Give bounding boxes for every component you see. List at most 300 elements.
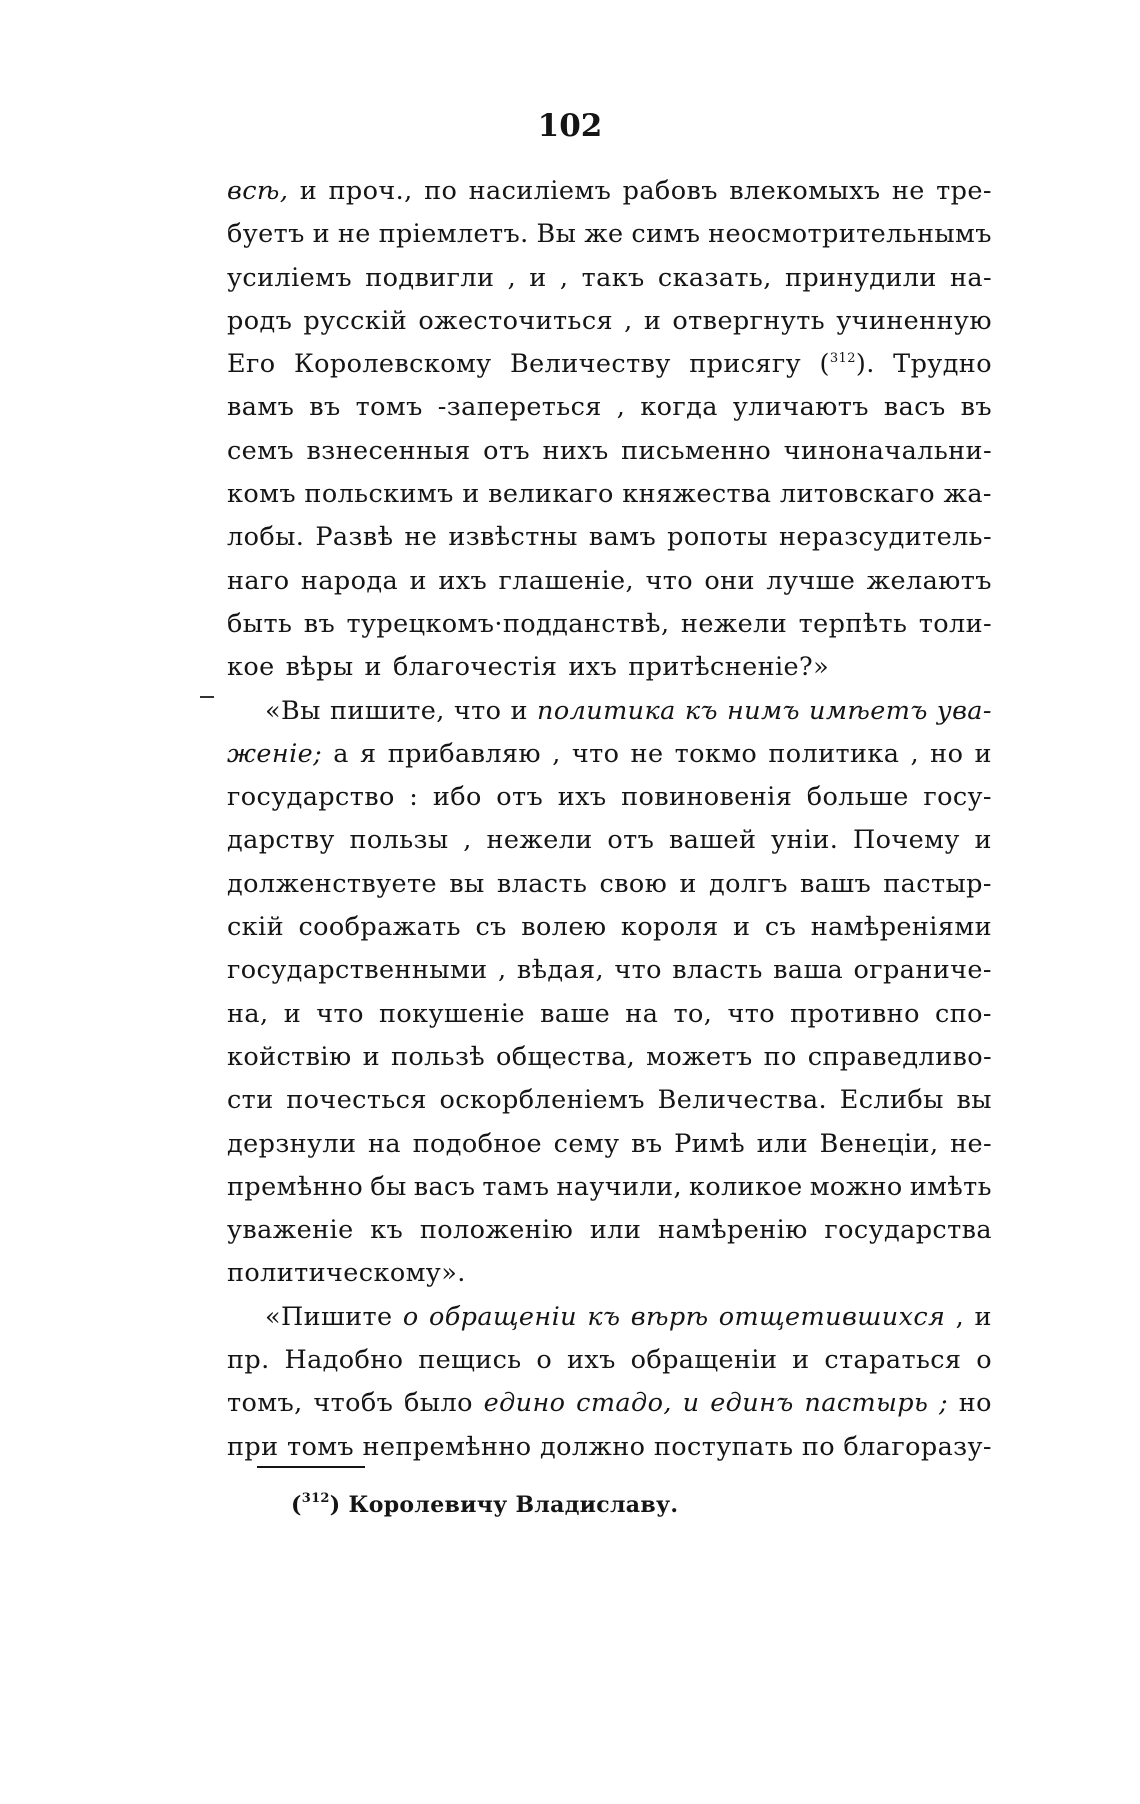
word — [556, 1166, 682, 1209]
word — [517, 949, 604, 992]
word-text: о — [976, 1345, 992, 1376]
word-text: княжества — [622, 479, 772, 510]
text-line — [227, 343, 992, 386]
word-text: , — [955, 1301, 965, 1332]
word-text: оскорбленіемъ — [439, 1085, 645, 1116]
word — [227, 1209, 354, 1252]
word-text: ихъ — [557, 782, 607, 813]
word — [496, 776, 543, 819]
word-text: почесться — [286, 1085, 427, 1116]
word-text: принудили — [784, 262, 937, 293]
word — [631, 1296, 709, 1339]
word — [227, 1339, 270, 1382]
footnote-open: ( — [291, 1492, 302, 1518]
word — [265, 1296, 393, 1339]
word — [360, 733, 377, 776]
word — [265, 690, 321, 733]
word-text: скій — [227, 912, 284, 943]
word-text: Вы — [536, 219, 577, 250]
word — [483, 430, 530, 473]
word — [338, 213, 371, 256]
word-text: прибавляю — [387, 738, 542, 769]
word-text: сти — [227, 1085, 274, 1116]
word — [836, 300, 992, 343]
word-text: и — [529, 262, 547, 293]
word — [429, 1296, 577, 1339]
word-text: пещись — [418, 1345, 522, 1376]
word — [333, 733, 349, 776]
word — [628, 646, 829, 689]
word-text: и — [733, 912, 751, 943]
word-text: справедливо- — [807, 1041, 992, 1072]
word-text: о — [536, 1345, 553, 1376]
word-text: , — [497, 955, 507, 986]
word-text: власть — [672, 955, 763, 986]
word-text: присягу — [689, 349, 802, 380]
word — [669, 819, 756, 862]
word — [454, 690, 502, 733]
word-text: ихъ — [568, 652, 618, 683]
word — [303, 300, 407, 343]
text-line — [227, 300, 992, 343]
word — [645, 560, 693, 603]
word — [227, 560, 290, 603]
word-text: ограниче- — [853, 955, 992, 986]
word-text: не — [891, 176, 925, 206]
footnote-text: Королевичу Владиславу. — [348, 1492, 679, 1518]
word — [521, 906, 606, 949]
word — [704, 560, 755, 603]
word-text: великаго — [488, 479, 614, 510]
word — [484, 1382, 566, 1425]
word — [409, 776, 418, 819]
word-text: турецкомъ·подданствѣ, — [346, 608, 670, 639]
word-text: долженствуете — [227, 868, 438, 899]
word-text: бы — [370, 1171, 407, 1202]
word-text: госу- — [923, 782, 992, 813]
word — [304, 473, 453, 516]
word-text: долгъ — [709, 868, 788, 899]
text-line — [227, 213, 992, 256]
word-text: общества, — [496, 1041, 636, 1072]
text-line — [227, 949, 992, 992]
word-text: Трудно — [893, 349, 992, 380]
word — [683, 1382, 700, 1425]
word-text: намѣреніями — [810, 912, 992, 943]
word — [424, 170, 457, 213]
text-line — [227, 603, 992, 646]
word-text: вы — [449, 868, 485, 899]
word-text: имѣть — [909, 1171, 992, 1202]
word — [853, 819, 960, 862]
footnote-marker: 312 — [301, 1491, 330, 1506]
word — [957, 1079, 992, 1122]
word — [576, 1382, 672, 1425]
word-text: вашей — [668, 825, 757, 856]
word-text: и — [682, 1388, 700, 1419]
word — [347, 603, 670, 646]
word-text: Венеціи, — [819, 1128, 939, 1159]
word-text: нежели — [680, 608, 788, 639]
word — [418, 300, 613, 343]
word-text: вашъ — [800, 868, 872, 899]
word — [284, 1339, 403, 1382]
word — [558, 776, 607, 819]
word-text: къ — [684, 695, 718, 726]
word — [771, 819, 838, 862]
word-text: короля — [620, 912, 719, 943]
word-text: положенію — [419, 1215, 574, 1246]
word — [552, 733, 561, 776]
word-text: глашеніе, — [498, 565, 635, 596]
word — [785, 257, 937, 300]
word-text: коликое — [688, 1171, 803, 1202]
word-text: не — [337, 219, 371, 250]
word — [540, 993, 610, 1036]
word-text: насиліемъ — [468, 176, 612, 206]
word — [363, 1036, 380, 1079]
word — [227, 1036, 352, 1079]
word-text: и — [409, 565, 427, 596]
word-text: жа- — [943, 479, 992, 510]
word — [584, 213, 623, 256]
word — [536, 1339, 552, 1382]
word — [365, 257, 494, 300]
word — [854, 949, 992, 992]
word — [631, 1339, 778, 1382]
word — [227, 213, 305, 256]
word-text: Его — [227, 349, 276, 380]
word-text: ваше — [540, 998, 611, 1029]
word-text: противно — [790, 998, 920, 1029]
word — [227, 819, 335, 862]
word-text: «Пишите — [265, 1301, 393, 1332]
word — [893, 343, 992, 386]
word — [329, 170, 413, 213]
word — [733, 906, 750, 949]
word — [496, 1036, 635, 1079]
word — [784, 430, 992, 473]
word — [313, 213, 330, 256]
word-text: и — [792, 1345, 810, 1376]
word — [631, 213, 700, 256]
word-text: было — [404, 1388, 473, 1419]
text-line — [227, 1426, 992, 1469]
word-text: : — [409, 782, 419, 813]
word-text: же — [584, 219, 624, 250]
word-text: больше — [806, 782, 909, 813]
word-text: народа — [300, 565, 399, 596]
word — [410, 560, 427, 603]
word — [227, 1079, 274, 1122]
word-text: проч., — [328, 176, 413, 206]
word — [976, 1339, 992, 1382]
word — [975, 1296, 992, 1339]
page-number: 102 — [537, 108, 603, 144]
word — [227, 733, 322, 776]
word — [621, 906, 719, 949]
word-text: свою — [599, 868, 668, 899]
word — [511, 690, 528, 733]
word-text: комъ — [227, 479, 296, 510]
text-line — [227, 1209, 992, 1252]
word-text: благочестія — [392, 652, 558, 683]
word-text: что — [453, 695, 502, 726]
word-text: ува- — [936, 695, 992, 726]
word-text: на- — [949, 262, 992, 293]
word — [923, 776, 992, 819]
word — [804, 1382, 928, 1425]
word — [286, 646, 354, 689]
word — [508, 257, 517, 300]
word — [911, 733, 920, 776]
word-text: обращеніи — [428, 1301, 578, 1332]
word — [621, 430, 771, 473]
word — [667, 516, 768, 559]
text-line — [227, 1123, 992, 1166]
word-text: пастыр- — [883, 868, 992, 899]
word-text: и — [283, 998, 302, 1029]
word — [824, 1339, 961, 1382]
text-line — [227, 170, 992, 213]
word-text: государство — [227, 782, 395, 813]
word — [301, 560, 398, 603]
word-text: подвигли — [365, 262, 495, 293]
word — [227, 906, 284, 949]
word — [448, 516, 578, 559]
word-text: притѣсненіе?» — [628, 652, 830, 683]
word-text: ропоты — [667, 522, 768, 553]
word — [307, 430, 471, 473]
word — [883, 863, 992, 906]
word-text: съ — [475, 912, 507, 943]
word-suffix: ). — [855, 349, 875, 380]
word-text: буетъ — [227, 219, 305, 250]
word — [567, 1339, 616, 1382]
word — [622, 473, 771, 516]
word-text: , — [616, 392, 626, 423]
word-text: васъ — [883, 392, 946, 423]
word — [349, 819, 448, 862]
word-text: на — [368, 1128, 402, 1159]
word-text: волею — [521, 912, 607, 943]
word — [956, 1296, 965, 1339]
word — [294, 343, 492, 386]
word — [733, 386, 869, 429]
word-text: токмо — [674, 738, 758, 769]
word — [679, 863, 696, 906]
word-text: пріемлетъ. — [378, 219, 529, 250]
word — [807, 776, 909, 819]
word — [433, 776, 482, 819]
word-text: политическому». — [227, 1258, 466, 1289]
word-text: русскій — [303, 305, 408, 336]
word — [227, 949, 488, 992]
word — [802, 1426, 835, 1469]
word-text: неразсудитель- — [778, 522, 992, 553]
word-text: тамъ — [482, 1171, 550, 1202]
word — [438, 386, 602, 429]
word-text: пр. — [227, 1345, 270, 1376]
word — [393, 646, 557, 689]
word-text: едино — [483, 1388, 566, 1419]
word-text: семъ — [227, 435, 295, 466]
word-text: поступать — [653, 1431, 794, 1462]
text-line — [227, 1252, 992, 1295]
word — [542, 430, 608, 473]
text-line — [227, 560, 992, 603]
word-text: обращеніи — [630, 1345, 778, 1376]
word — [365, 646, 382, 689]
word-text: наго — [227, 565, 290, 596]
word-text: не — [404, 522, 438, 553]
word — [227, 386, 294, 429]
word — [614, 949, 662, 992]
word-text: должно — [539, 1431, 646, 1462]
word — [568, 646, 617, 689]
word — [414, 1166, 476, 1209]
word-text: сему — [553, 1128, 620, 1159]
word — [590, 1209, 641, 1252]
word — [779, 516, 992, 559]
word-text: вѣры — [285, 652, 354, 683]
word-text: научили, — [556, 1171, 682, 1202]
word — [617, 386, 626, 429]
word — [227, 300, 292, 343]
word-text: польскимъ — [304, 479, 454, 510]
word-text: чтобъ — [313, 1388, 394, 1419]
word — [710, 1382, 793, 1425]
word-text: ихъ — [438, 565, 488, 596]
text-line — [227, 516, 992, 559]
word — [729, 170, 880, 213]
word-text: учиненную — [836, 305, 992, 336]
word-text: то, — [673, 998, 713, 1029]
word — [330, 690, 445, 733]
word — [449, 863, 484, 906]
word-text: сказать, — [657, 262, 772, 293]
word — [961, 386, 992, 429]
word-text: при — [227, 1431, 279, 1462]
word — [935, 993, 992, 1036]
word — [286, 1079, 427, 1122]
word — [936, 170, 992, 213]
word — [418, 1339, 521, 1382]
word-text: можетъ — [646, 1041, 753, 1072]
word-text: отщетившихся — [718, 1301, 946, 1332]
text-line — [227, 1166, 992, 1209]
footnote-ref: 312 — [829, 351, 856, 367]
word-text: съ — [764, 912, 797, 943]
word-text: непремѣнно — [362, 1431, 532, 1462]
word-text: тре- — [936, 176, 992, 206]
word — [486, 819, 592, 862]
word-text: дарству — [227, 825, 335, 856]
word-text: но — [958, 1388, 992, 1419]
word — [227, 603, 292, 646]
word-text: неосмотрительнымъ — [708, 219, 992, 250]
word — [227, 1426, 279, 1469]
word — [780, 473, 935, 516]
word — [540, 1426, 645, 1469]
word-text: въ — [303, 608, 336, 639]
word-text: благоразу- — [843, 1431, 992, 1462]
text-line — [227, 430, 992, 473]
footnote-rule — [257, 1466, 365, 1468]
word-text: стадо, — [576, 1388, 672, 1419]
word — [227, 993, 269, 1036]
word-text: толи- — [918, 608, 992, 639]
word — [438, 560, 487, 603]
text-line — [227, 1339, 992, 1382]
word-text: всѣ, — [227, 176, 289, 206]
body-text — [227, 170, 992, 1469]
word-text: литовскаго — [779, 479, 935, 510]
word-text: и — [462, 479, 480, 510]
word-text: и — [679, 868, 697, 899]
word-text: по — [801, 1431, 835, 1462]
word — [689, 1166, 803, 1209]
word — [298, 906, 461, 949]
word-text: государственными — [227, 955, 488, 986]
word — [227, 343, 276, 386]
word-text: и — [974, 738, 992, 769]
word — [685, 690, 718, 733]
word — [766, 560, 855, 603]
word — [892, 170, 925, 213]
word — [440, 1079, 645, 1122]
word-text: стараться — [824, 1345, 962, 1376]
word — [800, 863, 871, 906]
word — [587, 1296, 620, 1339]
word — [820, 1123, 939, 1166]
word-text: и — [974, 1301, 992, 1332]
word-text: что — [571, 738, 620, 769]
word — [624, 300, 633, 343]
word — [773, 949, 843, 992]
word-text: и — [643, 305, 662, 336]
word — [939, 1382, 948, 1425]
word — [765, 906, 796, 949]
word-text: отъ — [496, 782, 544, 813]
word — [621, 776, 792, 819]
word — [560, 257, 569, 300]
word — [809, 690, 928, 733]
word-text: покушеніе — [379, 998, 525, 1029]
word — [227, 863, 437, 906]
word — [309, 386, 340, 429]
word-text: въ — [960, 392, 992, 423]
word — [674, 1123, 745, 1166]
word — [370, 1166, 406, 1209]
word — [589, 516, 656, 559]
word — [708, 213, 992, 256]
word — [884, 386, 946, 429]
word — [582, 257, 645, 300]
word — [658, 1209, 808, 1252]
word — [673, 993, 712, 1036]
word-text: пользы — [349, 825, 449, 856]
word-text: пастырь — [804, 1388, 929, 1419]
word-text: женіе; — [227, 738, 323, 769]
word-text: влекомыхъ — [729, 176, 881, 206]
word-text: уваженіе — [227, 1215, 354, 1246]
word — [227, 776, 395, 819]
word-text: подобное — [412, 1128, 543, 1159]
word-text: политика — [768, 738, 900, 769]
word — [709, 863, 788, 906]
word — [379, 993, 525, 1036]
